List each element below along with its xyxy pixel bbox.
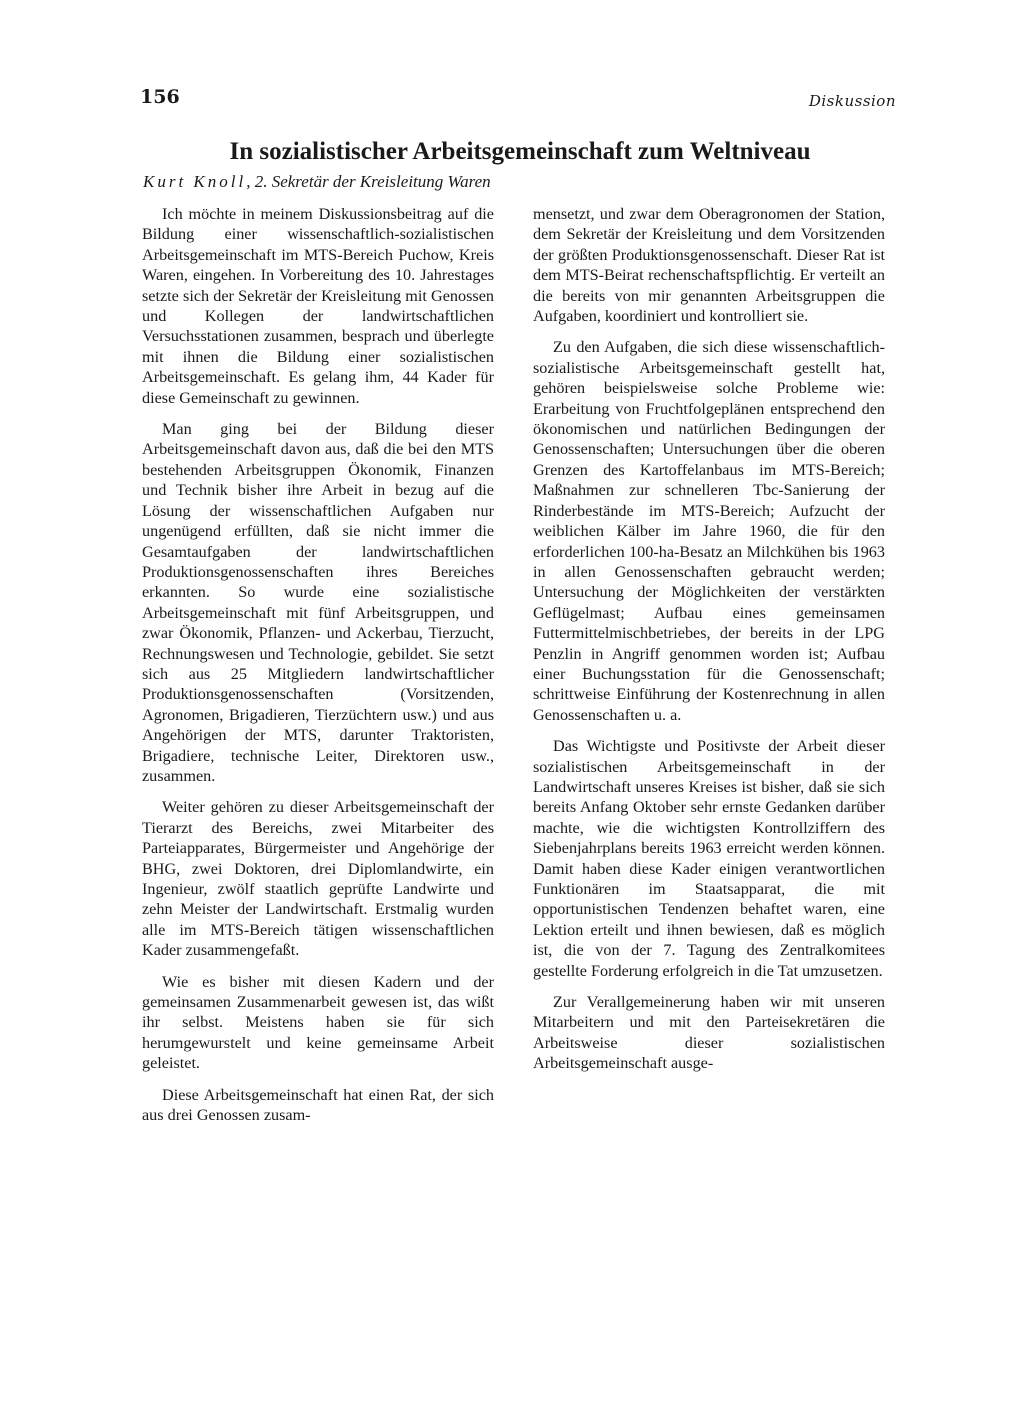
paragraph: Weiter gehören zu dieser Arbeitsgemeinschaft der Tierarzt des Bereichs, zwei Mitarbeiter des Parteiapparates, Bürgermeister und Angehörige der BHG, zwei Doktoren, drei Diplomlandwirte, ein Ingenieur, zwölf staatlich geprüfte Landwirte und zehn Meister der Landwirtschaft. Erstmalig wurden alle im MTS-Bereich tätigen wissenschaftlichen Kader zusammengefaßt. [142, 798, 494, 960]
paragraph: Diese Arbeitsgemeinschaft hat einen Rat, der sich aus drei Genossen zusam- [142, 1085, 494, 1125]
paragraph: Man ging bei der Bildung dieser Arbeitsgemeinschaft davon aus, daß die bei den MTS bestehenden Arbeitsgruppen Ökonomik, Finanzen und Technik bisher ihre Arbeit in bezug auf die Lösung der wissenschaftlichen Aufgaben nur ungenügend erfüllten, daß sie nicht immer die Gesamtaufgaben der landwirtschaftlichen Produktionsgenossenschaften ihres Bereiches erkannten. So wurde eine sozialistische Arbeitsgemeinschaft mit fünf Arbeitsgruppen, und zwar Ökonomik, Pflanzen- und Ackerbau, Tierzucht, Rechnungswesen und Technologie, gebildet. Sie setzt sich aus 25 Mitgliedern landwirtschaftlicher Produktionsgenossenschaften (Vorsitzenden, Agronomen, Brigadieren, Tierzüchtern usw.) und aus Angehörigen der MTS, darunter Traktoristen, Brigadiere, technische Leiter, Direktoren usw., zusammen. [142, 420, 494, 785]
right-column [533, 204, 885, 1074]
author-name: Kurt Knoll [143, 172, 247, 191]
paragraph: Das Wichtigste und Positivste der Arbeit dieser sozialistischen Arbeitsgemeinschaft in der Landwirtschaft unseres Kreises ist bisher, daß sie sich bereits Anfang Oktober sehr ernste Gedanken darüber machte, wie die wichtigsten Kontrollziffern des Siebenjahrplans bereits 1963 erreicht werden können. Damit haben diese Kader einigen verantwortlichen Funktionären im Staatsapparat, die mit opportunistischen Tendenzen behaftet waren, eine Lektion erteilt und ihnen bewiesen, daß es möglich ist, die von der 7. Tagung des Zentralkomitees gestellte Forderung erfolgreich in die Tat umzusetzen. [533, 737, 885, 980]
paragraph: Zu den Aufgaben, die sich diese wissenschaftlich-sozialistische Arbeitsgemeinschaft gestellt hat, gehören beispielsweise solche Probleme wie: Erarbeitung von Fruchtfolgeplänen entsprechend den ökonomischen und natürlichen Bedingungen der Genossenschaften; Untersuchungen über die oberen Grenzen des Kartoffelanbaus im MTS-Bereich; Maßnahmen zur schnelleren Tbc-Sanierung der Rinderbestände im MTS-Bereich; Aufzucht der weiblichen Kälber im Jahre 1960, die für den erforderlichen 100-ha-Besatz an Milchkühen bis 1963 in allen Genossenschaften gebraucht werden; Untersuchung der Möglichkeiten der verstärkten Geflügelmast; Aufbau eines gemeinsamen Futtermittelmischbetriebes, der bereits in der LPG Penzlin in Angriff genommen worden ist; Aufbau einer Buchungsstation für die Genossenschaft; schrittweise Einführung der Kostenrechnung in allen Genossenschaften u. a. [533, 338, 885, 724]
section-label: Diskussion [808, 92, 896, 110]
paragraph: Wie es bisher mit diesen Kadern und der gemeinsamen Zusammenarbeit gewesen ist, das wißt ihr selbst. Meistens haben sie für sich herumgewurstelt und keine gemeinsame Arbeit geleistet. [142, 972, 494, 1073]
left-column [142, 204, 494, 1125]
article-title: In sozialistischer Arbeitsgemeinschaft zum Weltniveau [229, 138, 811, 165]
paragraph: Zur Verallgemeinerung haben wir mit unseren Mitarbeitern und mit den Parteisekretären die Arbeitsweise dieser sozialistischen Arbeitsgemeinschaft ausge- [533, 993, 885, 1073]
author-role: , 2. Sekretär der Kreisleitung Waren [246, 172, 491, 191]
page-number: 156 [140, 86, 180, 108]
paragraph-continued: mensetzt, und zwar dem Oberagronomen der Station, dem Sekretär der Kreisleitung und dem Vorsitzenden der größten Produktionsgenossenschaft. Dieser Rat ist dem MTS-Beirat rechenschaftspflichtig. Er verteilt an die bereits von mir genannten Arbeitsgruppen die Aufgaben, koordiniert und kontrolliert sie. [533, 205, 885, 326]
paragraph: Ich möchte in meinem Diskussionsbeitrag auf die Bildung einer wissenschaftlich-sozialistischen Arbeitsgemeinschaft im MTS-Bereich Puchow, Kreis Waren, eingehen. In Vorbereitung des 10. Jahrestages setzte sich der Sekretär der Kreisleitung mit Genossen und Kollegen der landwirtschaftlichen Versuchsstationen zusammen, besprach und überlegte mit ihnen die Bildung einer sozialistischen Arbeitsgemeinschaft. Es gelang ihm, 44 Kader für diese Gemeinschaft zu gewinnen. [142, 205, 494, 407]
byline [143, 172, 491, 192]
